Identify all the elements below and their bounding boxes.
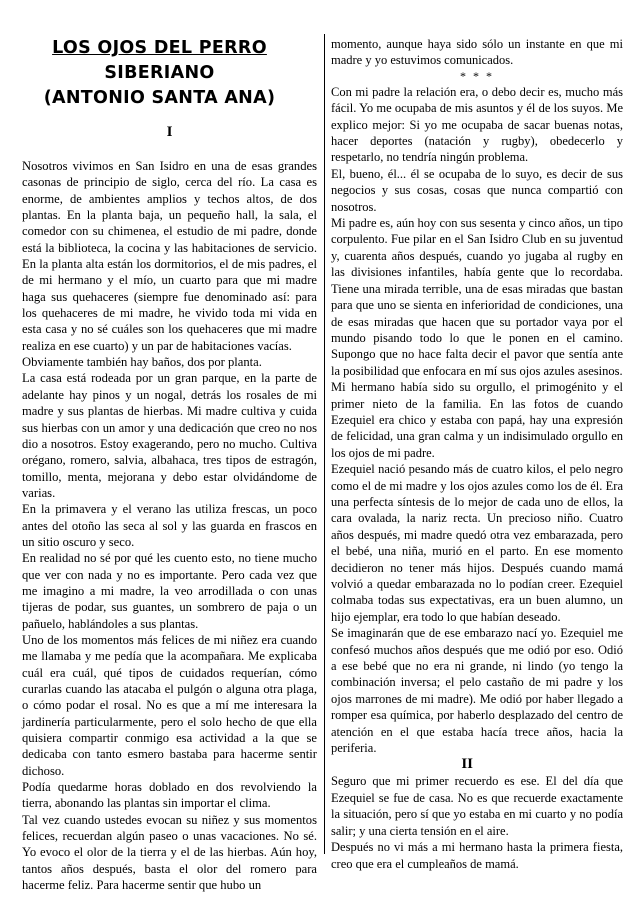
paragraph: Mi padre es, aún hoy con sus sesenta y cinco años, un tipo corpulento. Fue pilar en el San Isidro Club en su juventud y, cuarenta años después, cuando yo jugaba al rugby en las divisiones infantiles, había gente que lo recordaba. Tiene una mirada terrible, una de esas miradas que bastan para que uno se sienta en inferioridad de condiciones, una de esas miradas que hacen que su portador vaya por el mundo pisando todo lo que le ponen en el camino. Supongo que no hace falta decir el pavor que sentía ante la posibilidad que enfocara en mí sus ojos azules asesinos. <box>331 216 623 378</box>
paragraph: Seguro que mi primer recuerdo es ese. El del día que Ezequiel se fue de casa. No es que recuerde exactamente la situación, pero sí que yo estaba en mi cuarto y no podía salir; y una cierta tensión en el aire. <box>331 774 623 838</box>
paragraph: Después no vi más a mi hermano hasta la primera fiesta, creo que era el cumpleaños de mamá. <box>331 840 623 871</box>
left-paragraphs <box>22 158 317 893</box>
paragraph: Podía quedarme horas doblado en dos revolviendo la tierra, abonando las plantas sin importar el clima. <box>22 780 317 811</box>
section-heading-two: II <box>461 756 473 773</box>
paragraph: El, bueno, él... él se ocupaba de lo suyo, es decir de sus negocios y sus cosas, cosas que nunca compartió con nosotros. <box>331 166 623 214</box>
title-author: (ANTONIO SANTA ANA) <box>43 88 276 108</box>
title-line-1: LOS OJOS DEL PERRO <box>52 38 267 58</box>
paragraph: Mi hermano había sido su orgullo, el primogénito y el primer nieto de la familia. En las fotos de cuando Ezequiel era chico y estaba con papá, hay una expresión de felicidad, una gran calma y un indisimulado orgullo en los ojos de mi padre. <box>331 380 623 460</box>
column-divider <box>324 34 325 854</box>
right-column <box>331 36 623 872</box>
paragraph: La casa está rodeada por un gran parque, en la parte de adelante hay pinos y un nogal, detrás los rosales de mi madre y sus plantas de hierbas. Mi madre cultiva y cuida sus hierbas con un amor y una dedicación que creo no nos dio a nosotros. Estoy exagerando, pero no mucho. Cultiva orégano, romero, salvia, albahaca, tres tipos de estragón, tomillo, menta, mejorana y debo estar olvidándome de varias. <box>22 371 317 500</box>
scene-separator: * * * <box>460 68 494 83</box>
paragraph: momento, aunque haya sido sólo un instante en que mi madre y yo estuvimos comunicados. <box>331 37 623 68</box>
paragraph: En realidad no sé por qué les cuento esto, no tiene mucho que ver con nada y no es importante. Pero cada vez que me imagino a mi madre, la veo arrodillada o con unas tijeras de podar, sus guantes, un sombrero de paja o un pañuelo, hablándoles a sus plantas. <box>22 551 317 631</box>
paragraph: Tal vez cuando ustedes evocan su niñez y sus momentos felices, recuerdan algún paseo o unas vacaciones. No sé. Yo evoco el olor de la tierra y el de las hierbas. Aún hoy, tantos años después, basta el olor del romero para hacerme feliz. Para hacerme sentir que hubo un <box>22 812 317 893</box>
paragraph: Se imaginarán que de ese embarazo nací yo. Ezequiel me confesó muchos años después que me odió por eso. Odió a ese bebé que no era ni grande, ni lindo (yo tengo la combinación inversa; el pelo castaño de mi padre y los ojos marrones de mi madre). Me odió por haber llegado a romper esa química, por haberlo desplazado del centro de atención en el que estaba hacía trece años, hacia la periferia. <box>331 626 623 756</box>
paragraph: Nosotros vivimos en San Isidro en una de esas grandes casonas de principio de siglo, cerca del río. La casa es enorme, de ambientes amplios y techos altos, de dos plantas. En la planta baja, un pequeño hall, la sala, el comedor con su chimenea, el estudio de mi padre, donde está la biblioteca, la cocina y las habitaciones de servicio. En la planta alta están los dormitorios, el de mis padres, el de mi hermano y el mío, un cuarto para que mi madre haga sus quehaceres (siempre fue denominado así: para los quehaceres de mi madre, he vivido toda mi vida en esta casa y no sé cuáles son los quehaceres que mi madre realiza en ese cuarto) y un par de habitaciones vacías. <box>22 159 317 353</box>
left-column <box>22 36 317 893</box>
title-line-2: SIBERIANO <box>104 63 215 83</box>
paragraph: Ezequiel nació pesando más de cuatro kilos, el pelo negro como el de mi madre y los ojos azules como los de él. Era una perfecta síntesis de lo mejor de cada uno de ellos, la cara ovalada, la nariz recta. Un precioso niño. Cuatro años después, mi madre quedó otra vez embarazada, pero el bebé, una niña, murió en el parto. En ese momento decidieron no tener más hijos. Después cuando mamá volvió a quedar embarazada no lo podían creer. Ezequiel colmaba todas sus expectativas, era un buen alumno, un hijo ejemplar, era todo lo que habían deseado. <box>331 462 623 624</box>
paragraph: En la primavera y el verano las utiliza frescas, un poco antes del otoño las seca al sol y las guarda en frascos en un sitio oscuro y seco. <box>22 502 317 549</box>
paragraph: Con mi padre la relación era, o debo decir es, mucho más fácil. Yo me ocupaba de mis asuntos y él de los suyos. Me explico mejor: Si yo me ocupaba de sacar buenas notas, hacer deportes (natación y rugby), obedecerlo y respetarlo, no tendría ningún problema. <box>331 84 623 165</box>
paragraph: Uno de los momentos más felices de mi niñez era cuando me llamaba y me pedía que la acompañara. Me explicaba cuál era cuál, qué tipos de cuidados requerían, cómo curarlas cuando las atacaba el pulgón o alguna otra plaga, o cómo podar el rosal. No es que a mí me interesara la jardinería particularmente, pero el solo hecho de que ella quisiera compartir conmigo esa actividad a la que se dedicaba con tanto esmero bastaba para hacerme sentir dichoso. <box>22 632 317 778</box>
story-title <box>22 36 317 111</box>
section-heading-one: I <box>166 124 173 140</box>
paragraph: Obviamente también hay baños, dos por planta. <box>22 355 262 370</box>
